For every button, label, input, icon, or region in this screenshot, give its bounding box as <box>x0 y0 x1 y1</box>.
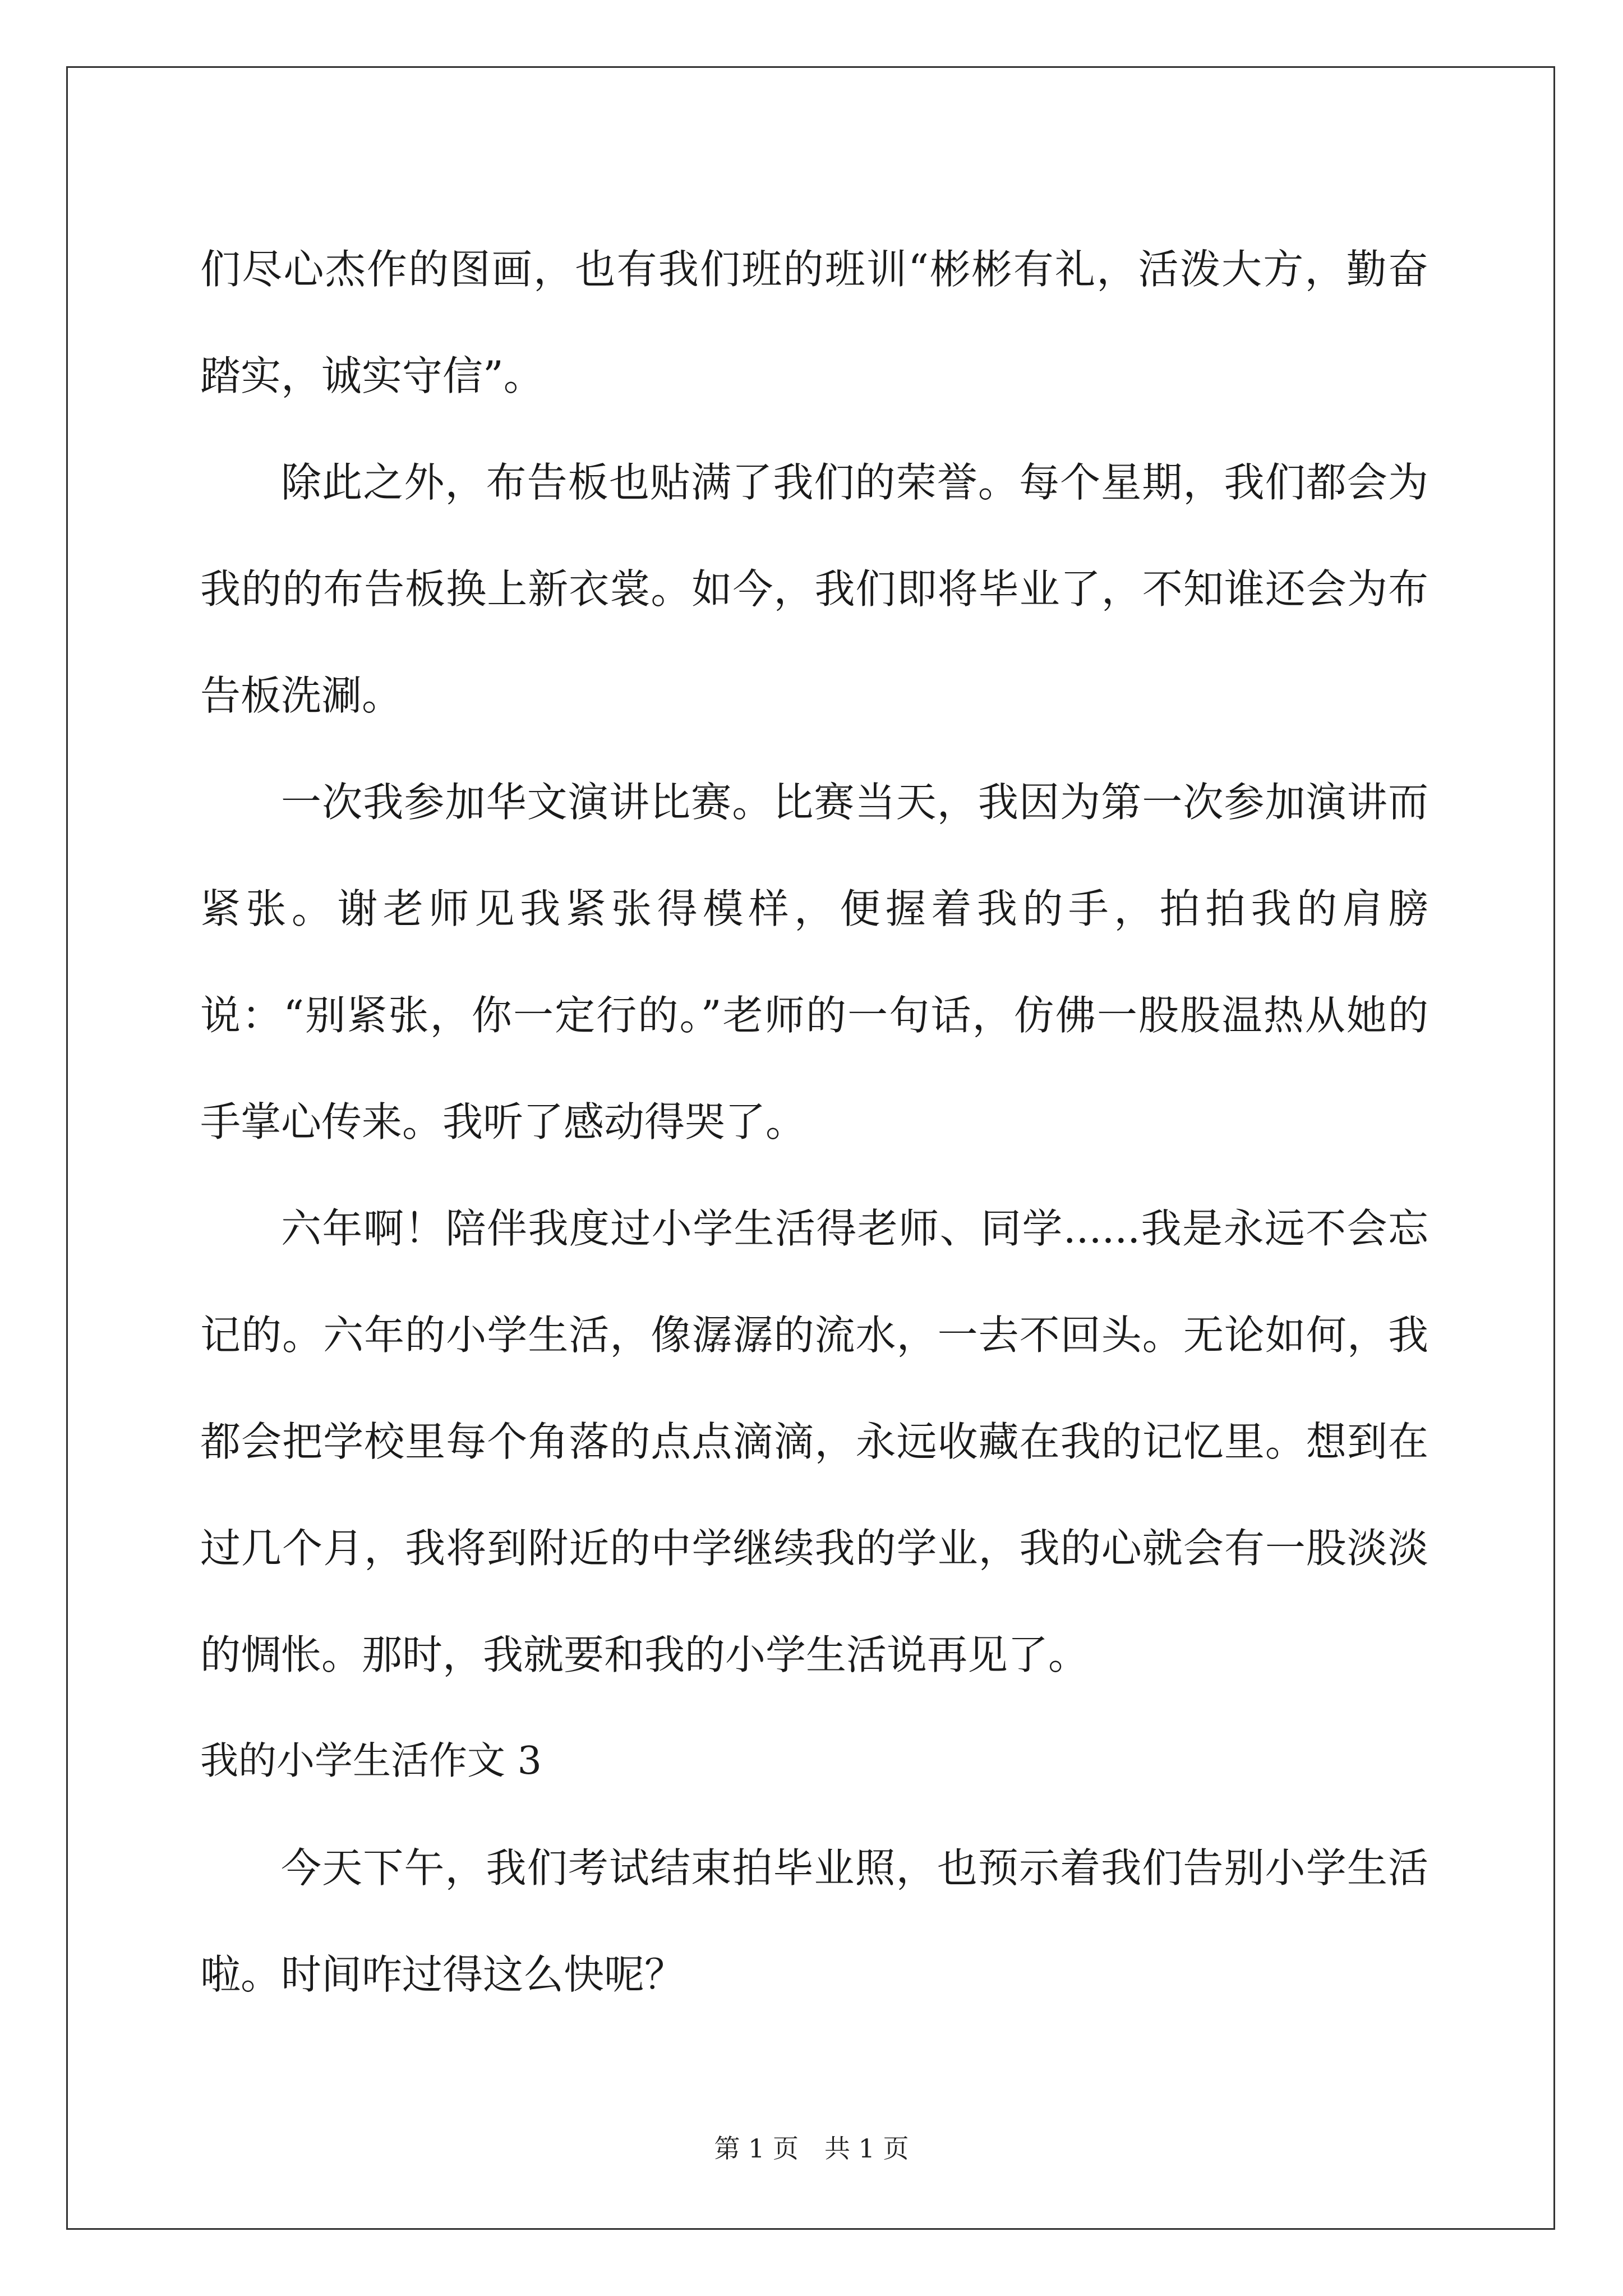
paragraph-speech-contest: 一次我参加华文演讲比赛。比赛当天，我因为第一次参加演讲而紧张。谢老师见我紧张得模样，便握着我的手，拍拍我的肩膀说：“别紧张，你一定行的。”老师的一句话，仿佛一股股温热从她的手掌心传来。我听了感动得哭了。 <box>200 779 1428 1145</box>
paragraph-bulletin-board: 除此之外，布告板也贴满了我们的荣誉。每个星期，我们都会为我的的布告板换上新衣裳。如今，我们即将毕业了，不知谁还会为布告板洗涮。 <box>200 459 1428 719</box>
paragraph-continued: 们尽心杰作的图画，也有我们班的班训“彬彬有礼，活泼大方，勤奋踏实，诚实守信”。 <box>200 246 1428 399</box>
document-body <box>200 216 1428 2028</box>
paragraph-graduation-photo: 今天下午，我们考试结束拍毕业照，也预示着我们告别小学生活啦。时间咋过得这么快呢？ <box>200 1844 1428 1998</box>
page-number-footer: 第 1 页 共 1 页 <box>714 2133 909 2164</box>
section-heading: 我的小学生活作文 3 <box>200 1739 542 1783</box>
paragraph-six-years: 六年啊！陪伴我度过小学生活得老师、同学......我是永远不会忘记的。六年的小学生活，像潺潺的流水，一去不回头。无论如何，我都会把学校里每个角落的点点滴滴，永远收藏在我的记忆里。想到在过几个月，我将到附近的中学继续我的学业，我的心就会有一股淡淡的惆怅。那时，我就要和我的小学生活说再见了。 <box>200 1205 1428 1678</box>
